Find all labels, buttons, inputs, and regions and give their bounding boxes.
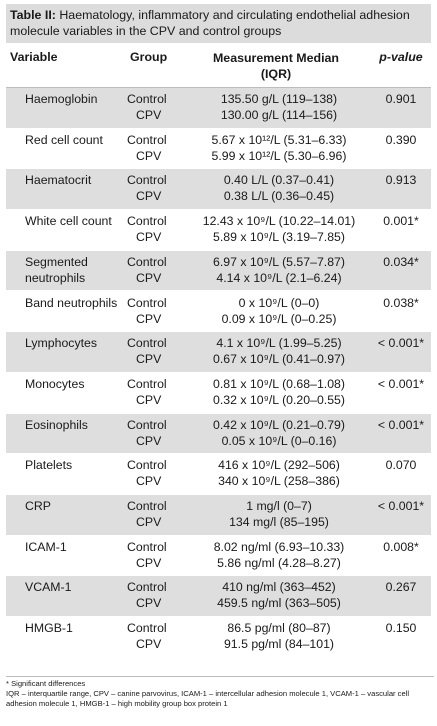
cell-group	[127, 539, 177, 571]
measurement-value: 0 x 10⁹/L (0–0)	[238, 295, 320, 310]
cell-p-value: < 0.001*	[377, 417, 425, 432]
cell-measurement	[186, 498, 372, 530]
group-label: CPV	[136, 555, 162, 570]
group-label: CPV	[136, 474, 162, 489]
measurement-value: 340 x 10⁹/L (258–386)	[218, 474, 340, 489]
table-row	[6, 129, 431, 169]
group-label: Control	[127, 336, 167, 351]
group-label: CPV	[136, 270, 162, 285]
footnote-significance: * Significant differences	[6, 679, 86, 688]
group-label: Control	[127, 499, 167, 513]
table-row	[6, 292, 431, 332]
table-row	[6, 414, 431, 454]
measurement-value: 1 mg/l (0–7)	[246, 499, 312, 513]
table-row	[6, 210, 431, 250]
group-label: Control	[127, 580, 167, 595]
measurement-value: 134 mg/l (85–195)	[229, 515, 329, 529]
cell-variable: Haemoglobin	[25, 92, 98, 106]
cell-p-value: 0.901	[385, 92, 417, 106]
cell-measurement	[186, 132, 372, 164]
cell-variable: Lymphocytes	[25, 336, 97, 351]
measurement-value: 416 x 10⁹/L (292–506)	[218, 458, 340, 473]
measurement-value: 0.81 x 10⁹/L (0.68–1.08)	[213, 376, 345, 391]
header-measurement: Measurement Median (IQR)	[212, 51, 339, 81]
measurement-value: 410 ng/ml (363–452)	[222, 580, 336, 595]
cell-variable: VCAM-1	[25, 580, 72, 595]
measurement-value: 0.32 x 10⁹/L (0.20–0.55)	[213, 392, 345, 407]
table-row	[6, 576, 431, 616]
cell-p-value: < 0.001*	[377, 336, 425, 351]
group-label: Control	[127, 254, 167, 269]
measurement-value: 4.14 x 10⁹/L (2.1–6.24)	[216, 270, 342, 285]
group-label: Control	[127, 214, 167, 229]
cell-group	[127, 172, 177, 204]
measurement-value: 0.09 x 10⁹/L (0–0.25)	[221, 311, 337, 326]
table-row	[6, 251, 431, 291]
cell-variable: CRP	[25, 499, 51, 513]
measurement-value: 8.02 ng/ml (6.93–10.33)	[213, 539, 345, 554]
cell-variable: Monocytes	[25, 376, 85, 391]
measurement-value: 5.67 x 10¹²/L (5.31–6.33)	[211, 132, 347, 147]
cell-variable: Segmented neutrophils	[25, 254, 88, 285]
cell-variable: Band neutrophils	[25, 295, 118, 310]
cell-variable: Platelets	[25, 458, 73, 473]
group-label: CPV	[136, 515, 162, 529]
cell-p-value: < 0.001*	[377, 376, 425, 391]
table-title	[6, 4, 431, 43]
measurement-value: 0.05 x 10⁹/L (0–0.16)	[221, 433, 337, 448]
cell-group	[127, 417, 177, 449]
group-label: Control	[127, 376, 167, 391]
table-title-label: Table II:	[10, 8, 56, 22]
table-row	[6, 536, 431, 576]
cell-group	[127, 254, 177, 286]
measurement-value: 0.42 x 10⁹/L (0.21–0.79)	[213, 417, 345, 432]
cell-variable: ICAM-1	[25, 539, 67, 554]
cell-measurement	[186, 213, 372, 245]
measurement-value: 91.5 pg/ml (84–101)	[223, 637, 335, 652]
measurement-value: 6.97 x 10⁹/L (5.57–7.87)	[213, 254, 345, 269]
cell-group	[127, 295, 177, 327]
table-row	[6, 495, 431, 535]
cell-measurement	[186, 579, 372, 611]
group-label: CPV	[136, 637, 162, 652]
group-label: Control	[127, 92, 167, 106]
cell-p-value: 0.008*	[383, 539, 419, 554]
table-row	[6, 373, 431, 413]
measurement-value: 86.5 pg/ml (80–87)	[227, 621, 331, 636]
table-row	[6, 332, 431, 372]
measurement-value: 130.00 g/L (114–156)	[220, 108, 338, 122]
group-label: CPV	[136, 230, 162, 245]
header-p-value: p-value	[379, 50, 423, 64]
cell-p-value: 0.390	[385, 132, 417, 147]
cell-p-value: 0.034*	[383, 254, 419, 269]
cell-p-value: 0.150	[385, 621, 417, 636]
table-row	[6, 617, 431, 657]
cell-measurement	[186, 254, 372, 286]
group-label: CPV	[136, 352, 162, 367]
cell-measurement	[186, 295, 372, 327]
cell-group	[127, 376, 177, 408]
cell-measurement	[186, 376, 372, 408]
table-title-text: Haematology, inflammatory and circulating endothelial adhesion molecule variables in the CPV and control groups	[10, 8, 410, 38]
cell-measurement	[186, 620, 372, 652]
table-footnotes	[6, 676, 434, 710]
cell-group	[127, 213, 177, 245]
cell-measurement	[186, 91, 372, 123]
header-group: Group	[130, 50, 168, 64]
cell-group	[127, 579, 177, 611]
cell-p-value: 0.070	[385, 458, 417, 473]
group-label: Control	[127, 539, 167, 554]
table-row	[6, 88, 431, 128]
table-header	[6, 44, 431, 88]
cell-variable: Eosinophils	[25, 417, 88, 432]
cell-variable: Haematocrit	[25, 173, 92, 188]
table-row	[6, 454, 431, 494]
group-label: CPV	[136, 148, 162, 163]
cell-measurement	[186, 417, 372, 449]
group-label: Control	[127, 132, 167, 147]
measurement-value: 5.89 x 10⁹/L (3.19–7.85)	[213, 230, 345, 245]
cell-group	[127, 457, 177, 489]
cell-measurement	[186, 335, 372, 367]
footnote-abbreviations: IQR – interquartile range, CPV – canine parvovirus, ICAM-1 – intercellular adhesion molecule 1, VCAM-1 – vascular cell adhesion molecule 1, HMGB-1 – high mobility group box protein 1	[6, 689, 410, 709]
cell-p-value: 0.038*	[383, 295, 419, 310]
group-label: CPV	[136, 311, 162, 326]
cell-measurement	[186, 172, 372, 204]
cell-group	[127, 335, 177, 367]
header-variable: Variable	[10, 50, 58, 64]
cell-variable: White cell count	[25, 214, 112, 229]
measurement-value: 135.50 g/L (119–138)	[220, 92, 338, 106]
group-label: Control	[127, 621, 167, 636]
measurement-value: 0.67 x 10⁹/L (0.41–0.97)	[213, 352, 345, 367]
group-label: Control	[127, 295, 167, 310]
cell-p-value: 0.001*	[383, 214, 419, 229]
cell-p-value: 0.267	[385, 580, 417, 595]
cell-group	[127, 132, 177, 164]
cell-group	[127, 620, 177, 652]
cell-p-value: 0.913	[385, 173, 417, 188]
measurement-value: 459.5 ng/ml (363–505)	[217, 596, 341, 611]
measurement-value: 5.86 ng/ml (4.28–8.27)	[217, 555, 341, 570]
cell-group	[127, 498, 177, 530]
cell-measurement	[186, 457, 372, 489]
group-label: CPV	[136, 596, 162, 611]
group-label: CPV	[136, 189, 162, 204]
cell-variable: Red cell count	[25, 132, 103, 147]
measurement-value: 4.1 x 10⁹/L (1.99–5.25)	[216, 336, 342, 351]
cell-group	[127, 91, 177, 123]
group-label: CPV	[136, 433, 162, 448]
measurement-value: 0.38 L/L (0.36–0.45)	[223, 189, 335, 204]
group-label: CPV	[136, 108, 162, 122]
cell-measurement	[186, 539, 372, 571]
cell-p-value: < 0.001*	[377, 499, 425, 513]
group-label: Control	[127, 173, 167, 188]
cell-variable: HMGB-1	[25, 621, 73, 636]
table-row	[6, 169, 431, 209]
group-label: Control	[127, 417, 167, 432]
measurement-value: 0.40 L/L (0.37–0.41)	[223, 173, 335, 188]
measurement-value: 5.99 x 10¹²/L (5.30–6.96)	[211, 148, 347, 163]
measurement-value: 12.43 x 10⁹/L (10.22–14.01)	[202, 214, 356, 229]
group-label: CPV	[136, 392, 162, 407]
group-label: Control	[127, 458, 167, 473]
